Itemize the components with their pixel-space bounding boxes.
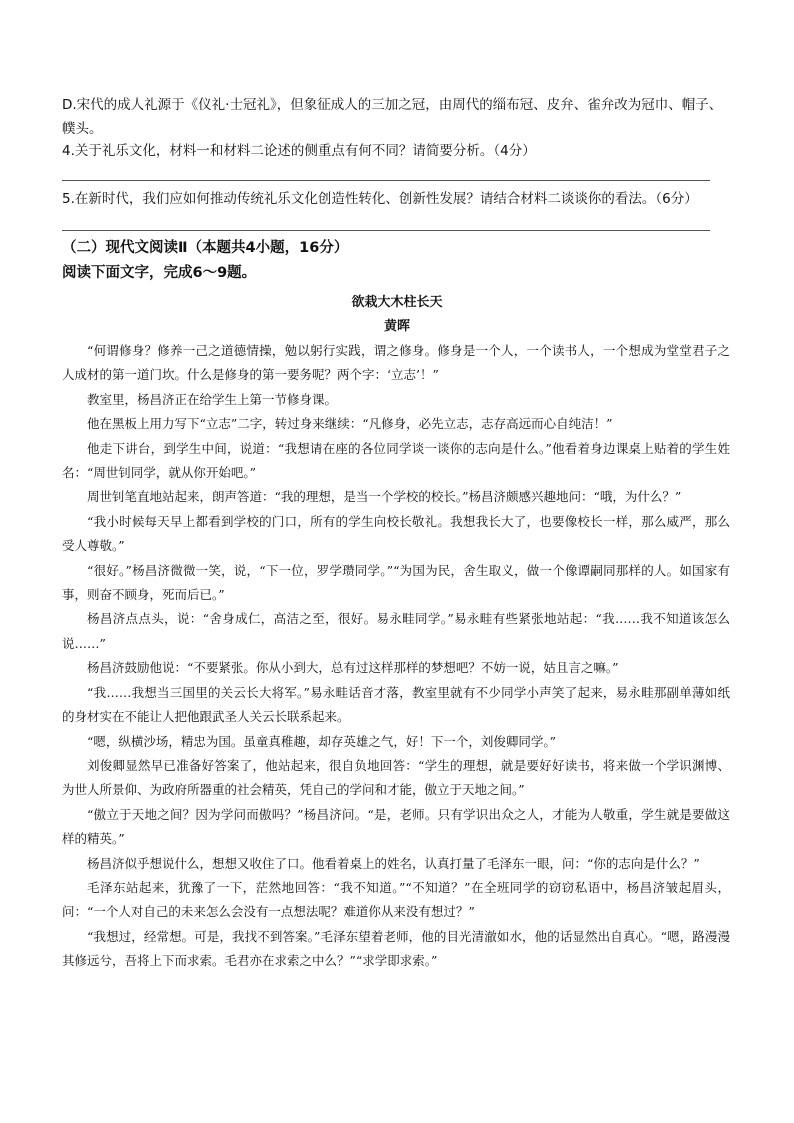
article-paragraph: “我……我想当三国里的关云长大将军。”易永畦话音才落，教室里就有不少同学小声笑了起来，易永畦那副单薄如纸的身材实在不能让人把他跟武圣人关云长联系起来。 — [62, 684, 730, 725]
article-paragraph: 杨昌济似乎想说什么，想想又收住了口。他看着桌上的姓名，认真打量了毛泽东一眼，问：“你的志向是什么？” — [87, 855, 700, 871]
article-body — [62, 339, 730, 974]
article-paragraph: “嗯，纵横沙场，精忠为国。虽童真稚趣，却存英雄之气，好！下一个，刘俊卿同学。” — [87, 733, 557, 749]
article-paragraph: “我想过，经常想。可是，我找不到答案。”毛泽东望着老师，他的目光清澈如水，他的话显然出自真心。“嗯，路漫漫其修远兮，吾将上下而求索。毛君亦在求索之中么？”“求学即求索。” — [62, 928, 730, 969]
article-paragraph: 周世钊笔直地站起来，朗声答道：“我的理想，是当一个学校的校长。”杨昌济颇感兴趣地问：“哦，为什么？” — [87, 489, 682, 505]
article-paragraph: “何谓修身？修养一己之道德情操，勉以躬行实践，谓之修身。修身是一个人，一个读书人，一个想成为堂堂君子之人成材的第一道门坎。什么是修身的第一要务呢？两个字：‘立志’！” — [62, 343, 730, 383]
question-5: 5.在新时代，我们应如何推动传统礼乐文化创造性转化、创新性发展？请结合材料二谈谈你的看法。（6分） — [62, 191, 698, 207]
section-heading: （二）现代文阅读Ⅱ（本题共4小题，16分） — [62, 240, 349, 256]
answer-line-5 — [62, 230, 710, 231]
article-author: 黄晖 — [383, 319, 410, 334]
section-instruction: 阅读下面文字，完成6～9题。 — [62, 265, 257, 281]
question-3-option-d: D.宋代的成人礼源于《仪礼·士冠礼》，但象征成人的三加之冠，由周代的缁布冠、皮弁、雀弁改为冠巾、帽子、幞头。 — [62, 97, 723, 137]
article-paragraph: 毛泽东站起来，犹豫了一下，茫然地回答：“我不知道。”“不知道？”在全班同学的窃窃私语中，杨昌济皱起眉头，问：“一个人对自己的未来怎么会没有一点想法呢？难道你从来没有想过？” — [62, 879, 730, 920]
article-paragraph: 杨昌济鼓励他说：“不要紧张。你从小到大，总有过这样那样的梦想吧？不妨一说，姑且言之嘛。” — [87, 660, 619, 676]
article-paragraph: 教室里，杨昌济正在给学生上第一节修身课。 — [87, 391, 338, 407]
article-paragraph: “很好。”杨昌济微微一笑，说，“下一位，罗学瓒同学。”“为国为民，舍生取义，做一个像谭嗣同那样的人。如国家有事，则奋不顾身，死而后已。” — [62, 562, 730, 603]
article-title: 欲栽大木柱长天 — [351, 295, 443, 310]
question-4: 4.关于礼乐文化，材料一和材料二论述的侧重点有何不同？请简要分析。（4分） — [62, 143, 536, 159]
article-paragraph: 他走下讲台，到学生中间，说道：“我想请在座的各位同学谈一谈你的志向是什么。”他看着身边课桌上贴着的学生姓名：“周世钊同学，就从你开始吧。” — [62, 440, 730, 481]
article-paragraph: “我小时候每天早上都看到学校的门口，所有的学生向校长敬礼。我想我长大了，也要像校长一样，那么威严，那么受人尊敬。” — [62, 513, 730, 554]
article-paragraph: 他在黑板上用力写下“立志”二字，转过身来继续：“凡修身，必先立志，志存高远而心自纯洁！” — [87, 416, 613, 432]
answer-line-4 — [62, 180, 710, 181]
article-paragraph: “傲立于天地之间？因为学问而傲吗？”杨昌济问。“是，老师。只有学识出众之人，才能为人敬重，学生就是要做这样的精英。” — [62, 806, 730, 847]
article-paragraph: 刘俊卿显然早已准备好答案了，他站起来，很自负地回答：“学生的理想，就是要好好读书，将来做一个学识渊博、为世人所景仰、为政府所器重的社会精英，凭自己的学问和才能，傲立于天地之间。” — [62, 757, 730, 798]
article-paragraph: 杨昌济点点头，说：“舍身成仁，高洁之至，很好。易永畦同学。”易永畦有些紧张地站起：“我……我不知道该怎么说……” — [62, 611, 730, 651]
